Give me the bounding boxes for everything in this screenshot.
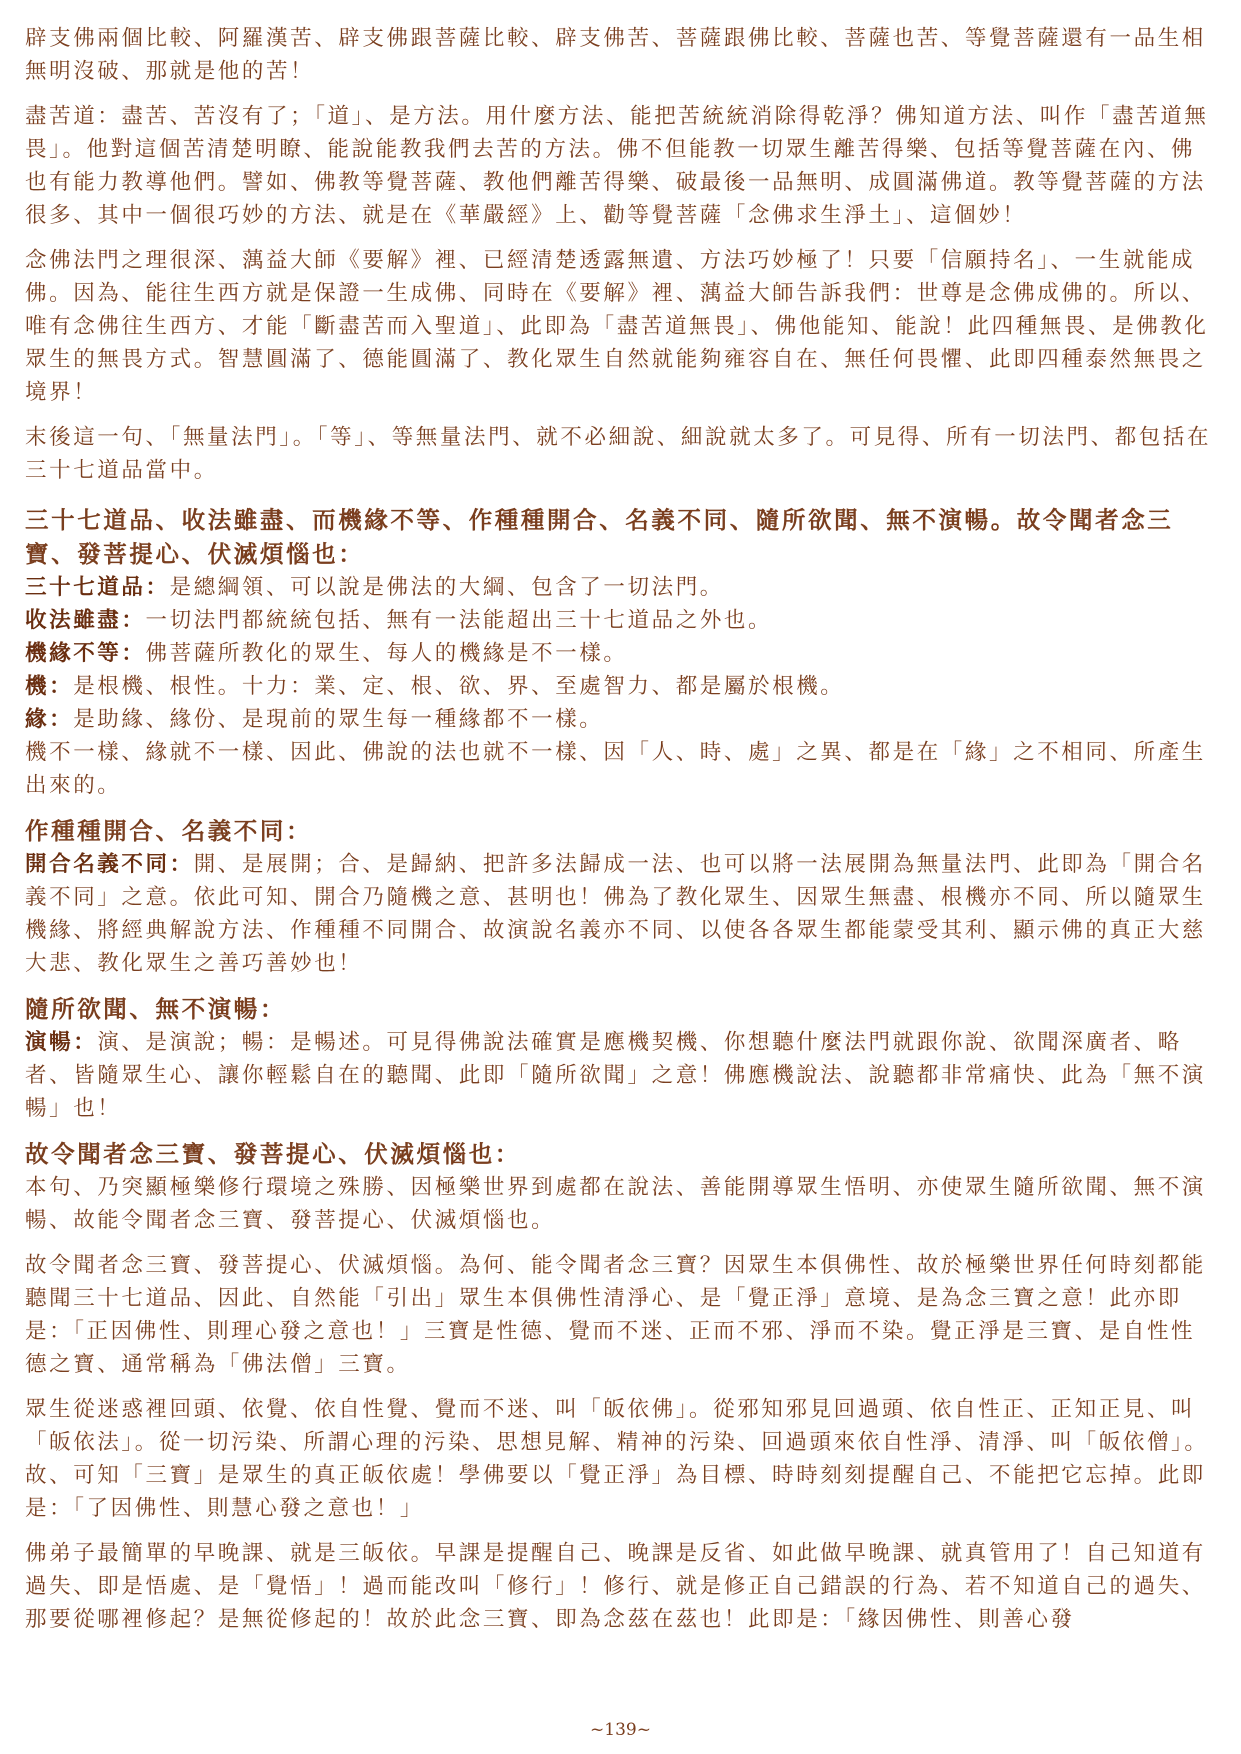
- definition-line: [25, 571, 1219, 604]
- definition-term: 收法雖盡：: [25, 608, 146, 633]
- paragraph: 本句、乃突顯極樂修行環境之殊勝、因極樂世界到處都在說法、善能開導眾生悟明、亦使眾生隨所欲聞、無不演暢、故能令聞者念三寶、發菩提心、伏滅煩惱也。: [25, 1175, 1206, 1233]
- definition-term: 機：: [25, 674, 74, 699]
- page-number: ~139~: [590, 1720, 651, 1740]
- definition-line: [25, 637, 1219, 670]
- paragraph: 辟支佛兩個比較、阿羅漢苦、辟支佛跟菩薩比較、辟支佛苦、菩薩跟佛比較、菩薩也苦、等覺菩薩還有一品生相無明沒破、那就是他的苦！: [25, 26, 1206, 84]
- definition-text: 演、是演說；暢：是暢述。可見得佛說法確實是應機契機、你想聽什麼法門就跟你說、欲聞深廣者、略者、皆隨眾生心、讓你輕鬆自在的聽聞、此即「隨所欲聞」之意！佛應機說法、說聽都非常痛快、此為「無不演暢」也！: [25, 1030, 1206, 1121]
- definition-text: 是助緣、緣份、是現前的眾生每一種緣都不一樣。: [73, 707, 604, 732]
- definition-line: [25, 604, 1219, 637]
- definition-text: 是根機、根性。十力：業、定、根、欲、界、至處智力、都是屬於根機。: [73, 674, 845, 699]
- definition-paragraph: [25, 1026, 1219, 1125]
- definition-term: 三十七道品：: [25, 575, 170, 600]
- definition-line: [25, 703, 1219, 736]
- definition-text: 是總綱領、可以說是佛法的大綱、包含了一切法門。: [169, 575, 724, 600]
- paragraph: 機不一樣、緣就不一樣、因此、佛說的法也就不一樣、因「人、時、處」之異、都是在「緣」之不相同、所產生出來的。: [25, 740, 1206, 798]
- definition-text: 開、是展開；合、是歸納、把許多法歸成一法、也可以將一法展開為無量法門、此即為「開合名義不同」之意。依此可知、開合乃隨機之意、甚明也！佛為了教化眾生、因眾生無盡、根機亦不同、所以隨眾生機緣、將經典解說方法、作種種不同開合、故演說名義亦不同、以使各各眾生都能蒙受其利、顯示佛的真正大慈大悲、教化眾生之善巧善妙也！: [25, 852, 1206, 976]
- definition-term: 緣：: [25, 707, 74, 732]
- paragraph: 盡苦道：盡苦、苦沒有了；「道」、是方法。用什麼方法、能把苦統統消除得乾淨？佛知道方法、叫作「盡苦道無畏」。他對這個苦清楚明瞭、能說能教我們去苦的方法。佛不但能教一切眾生離苦得樂、包括等覺菩薩在內、佛也有能力教導他們。譬如、佛教等覺菩薩、教他們離苦得樂、破最後一品無明、成圓滿佛道。教等覺菩薩的方法很多、其中一個很巧妙的方法、就是在《華嚴經》上、勸等覺菩薩「念佛求生淨土」、這個妙！: [25, 104, 1209, 228]
- definition-line: [25, 670, 1219, 703]
- paragraph: 故令聞者念三寶、發菩提心、伏滅煩惱。為何、能令聞者念三寶？因眾生本俱佛性、故於極樂世界任何時刻都能聽聞三十七道品、因此、自然能「引出」眾生本俱佛性清淨心、是「覺正淨」意境、是為念三寶之意！此亦即是：「正因佛性、則理心發之意也！」三寶是性德、覺而不迷、正而不邪、淨而不染。覺正淨是三寶、是自性性德之寶、通常稱為「佛法僧」三寶。: [25, 1253, 1206, 1377]
- definition-paragraph: [25, 848, 1219, 980]
- definition-text: 一切法門都統統包括、無有一法能超出三十七道品之外也。: [145, 608, 773, 633]
- definition-term: 演暢：: [25, 1030, 98, 1055]
- section-heading: 隨所欲聞、無不演暢：: [25, 995, 286, 1023]
- definition-text: 佛菩薩所教化的眾生、每人的機緣是不一樣。: [145, 641, 628, 666]
- paragraph: 眾生從迷惑裡回頭、依覺、依自性覺、覺而不迷、叫「皈依佛」。從邪知邪見回過頭、依自性正、正知正見、叫「皈依法」。從一切污染、所謂心理的污染、思想見解、精神的污染、回過頭來依自性淨、清淨、叫「皈依僧」。故、可知「三寶」是眾生的真正皈依處！學佛要以「覺正淨」為目標、時時刻刻提醒自己、不能把它忘掉。此即是：「了因佛性、則慧心發之意也！」: [25, 1397, 1209, 1521]
- paragraph: 末後這一句、「無量法門」。「等」、等無量法門、就不必細說、細說就太多了。可見得、所有一切法門、都包括在三十七道品當中。: [25, 425, 1212, 483]
- definition-term: 機緣不等：: [25, 641, 146, 666]
- section-heading: 三十七道品、收法雖盡、而機緣不等、作種種開合、名義不同、隨所欲聞、無不演暢。故令聞者念三寶、發菩提心、伏滅煩惱也：: [25, 506, 1174, 568]
- paragraph: 念佛法門之理很深、蕅益大師《要解》裡、已經清楚透露無遺、方法巧妙極了！只要「信願持名」、一生就能成佛。因為、能往生西方就是保證一生成佛、同時在《要解》裡、蕅益大師告訴我們：世尊是念佛成佛的。所以、唯有念佛往生西方、才能「斷盡苦而入聖道」、此即為「盡苦道無畏」、佛他能知、能說！此四種無畏、是佛教化眾生的無畏方式。智慧圓滿了、德能圓滿了、教化眾生自然就能夠雍容自在、無任何畏懼、此即四種泰然無畏之境界！: [25, 248, 1209, 405]
- paragraph: 佛弟子最簡單的早晚課、就是三皈依。早課是提醒自己、晚課是反省、如此做早晚課、就真管用了！自己知道有過失、即是悟處、是「覺悟」！過而能改叫「修行」！修行、就是修正自己錯誤的行為、若不知道自己的過失、那要從哪裡修起？是無從修起的！故於此念三寶、即為念茲在茲也！此即是：「緣因佛性、則善心發: [25, 1541, 1206, 1632]
- section-heading: 故令聞者念三寶、發菩提心、伏滅煩惱也：: [25, 1140, 521, 1168]
- section-heading: 作種種開合、名義不同：: [25, 817, 313, 845]
- definition-term: 開合名義不同：: [25, 852, 194, 877]
